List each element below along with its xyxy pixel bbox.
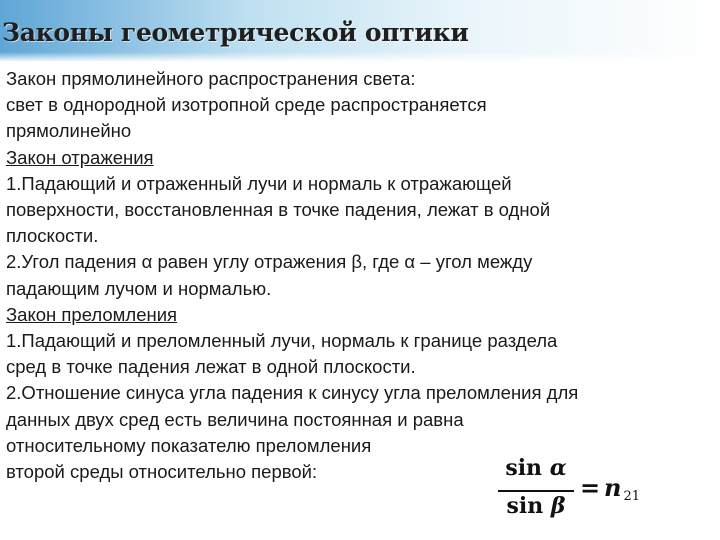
denominator-symbol: β [550, 493, 566, 519]
slide-title: Законы геометрической оптики [2, 18, 469, 47]
body-line: падающим лучом и нормалью. [6, 277, 272, 299]
relative-index [604, 473, 640, 504]
index-base: n [604, 473, 622, 502]
body-line: второй среды относительно первой: [6, 461, 318, 483]
body-line: относительному показателю преломления [6, 434, 372, 456]
formula-numerator [496, 455, 576, 481]
slide-body [6, 66, 716, 485]
law-rectilinear-heading: Закон прямолинейного распространения света: [6, 68, 416, 89]
formula-denominator [496, 493, 576, 519]
denominator-func: sin [506, 493, 544, 519]
numerator-symbol: α [549, 455, 567, 481]
body-line: 1.Падающий и отраженный лучи и нормаль к отражающей [6, 172, 512, 194]
body-line: 1.Падающий и преломленный лучи, нормаль к границе раздела [6, 330, 558, 352]
law-refraction-heading: Закон преломления [6, 303, 178, 325]
fraction-bar [498, 490, 574, 492]
index-subscript: 21 [623, 489, 640, 504]
body-line: плоскости. [6, 225, 99, 247]
body-line: 2.Отношение синуса угла падения к синусу угла преломления для [6, 382, 579, 404]
equals-sign: = [580, 473, 601, 502]
body-line: 2.Угол падения α равен углу отражения β, где α – угол между [6, 251, 533, 273]
refraction-formula [496, 455, 656, 525]
numerator-func: sin [505, 455, 543, 481]
law-reflection-heading: Закон отражения [6, 146, 154, 168]
body-line: поверхности, восстановленная в точке падения, лежат в одной [6, 199, 551, 221]
body-line: прямолинейно [6, 120, 132, 142]
body-line: данных двух сред есть величина постоянная и равна [6, 408, 464, 430]
body-line: свет в однородной изотропной среде распространяется [6, 94, 487, 116]
body-line: сред в точке падения лежат в одной плоскости. [6, 356, 416, 378]
